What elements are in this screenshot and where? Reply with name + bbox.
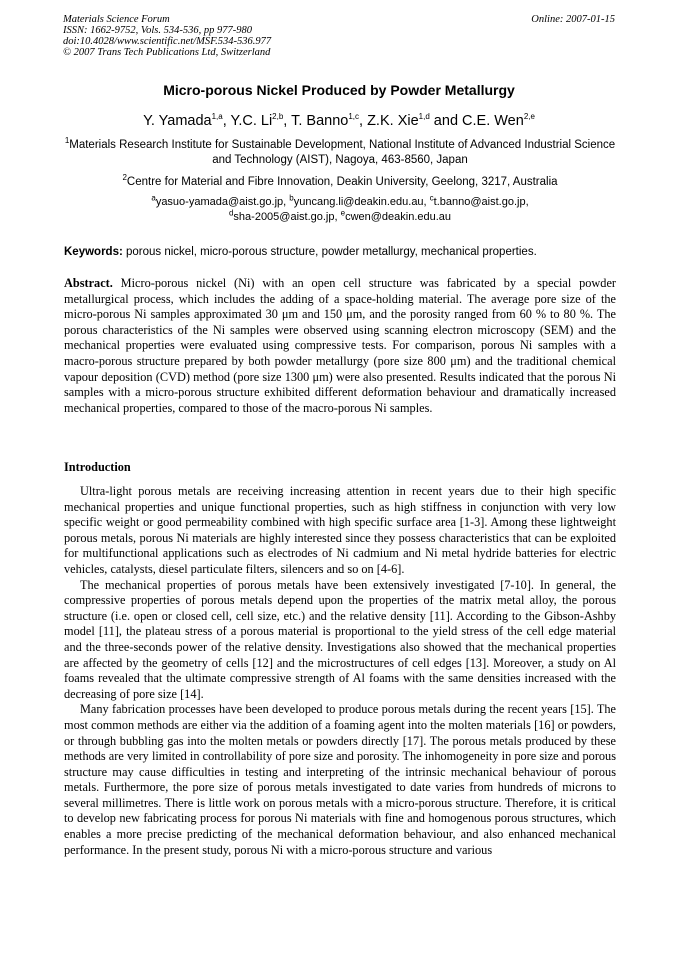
abstract: [64, 276, 616, 416]
copyright-line: © 2007 Trans Tech Publications Ltd, Switzerland: [63, 47, 271, 58]
email-link[interactable]: sha-2005@aist.go.jp,: [233, 211, 341, 223]
author-list: [0, 113, 678, 129]
keywords: [64, 246, 616, 258]
email-link[interactable]: yuncang.li@deakin.edu.au,: [293, 196, 430, 208]
author: Y. Yamada$^{1,a}$,: [143, 112, 231, 129]
paragraph: Ultra-light porous metals are receiving increasing attention in recent years due to their high specific mechanical properties and unique functional properties, such as high stiffness in conjunction with very low specific weight or good permeability combined with high specific surface area [1-3]. Among these lightweight porous metals, porous Ni materials are highly interested since they possess characteristics that can be exploited for multifunctional applications such as electrodes of Ni cadmium and Ni metal hydride batteries for electric vehicles, catalysts, diesel particulate filters, silencers and so on [4-6].: [64, 484, 616, 576]
journal-name: Materials Science Forum: [63, 14, 170, 25]
author: Z.K. Xie$^{1,d}$ and: [367, 112, 463, 129]
paragraph: Many fabrication processes have been developed to produce porous metals during the recent years [15]. The most common methods are either via the addition of a foaming agent into the molten materials [16] or powders, or through bubbling gas into the molten metals or powders directly [17]. The porous metals produced by these methods are very limited in controllability of pore size and porosity. The inhomogeneity in pore size and porous structure may cause difficulties in testing and interpreting of the intrinsic mechanical behaviour of porous metals. Furthermore, the pore size of porous metals investigated to date varies from hundreds of microns to several millimetres. There is little work on porous metals with a micro-porous structure. Therefore, it is critical to develop new fabricating process for porous Ni materials with fine and homogenous porous structures, which enables a more precise predicting of the mechanical deformation behaviour, and also enhanced mechanical performance. In the present study, porous Ni with a micro-porous structure and various: [64, 702, 616, 857]
email-link[interactable]: t.banno@aist.go.jp,: [433, 196, 529, 208]
author-emails: $^a$yasuo-yamada@aist.go.jp, $^b$yuncang.li@deakin.edu.au, $^c$t.banno@aist.go.jp, $^d$sha-2005@aist.go.jp, $^e$cwen@deakin.edu.au: [151, 193, 529, 223]
abstract-label: Abstract.: [64, 276, 113, 290]
issn-line: ISSN: 1662-9752, Vols. 534-536, pp 977-980: [63, 25, 252, 36]
journal-header: [63, 14, 615, 58]
keywords-label: Keywords:: [64, 246, 123, 258]
author: Y.C. Li$^{2,b}$,: [230, 112, 292, 129]
paragraph: The mechanical properties of porous metals have been extensively investigated [7-10]. In general, the compressive properties of porous metals depend upon the properties of the matrix metal alloy, the porous structure (i.e. open or closed cell, cell size, etc.) and the relative density [11]. According to the Gibson-Ashby model [11], the plateau stress of a porous material is proportional to the yield stress of the cell edge material and the three-seconds power of the relative density. Investigations also showed that the mechanical properties are affected by the geometry of cells [12] and the microstructures of cell edges [13]. Moreover, a study on Al foams revealed that the ultimate compressive strength of Al foams with the same densities increased with the decreasing of pore size [14].: [64, 577, 616, 701]
online-date: Online: 2007-01-15: [531, 14, 615, 25]
doi-line: doi:10.4028/www.scientific.net/MSF.534-536.977: [63, 36, 272, 47]
affiliation-2: $^2$Centre for Material and Fibre Innovation, Deakin University, Geelong, 3217, Australia: [122, 173, 558, 188]
paper-title: Micro-porous Nickel Produced by Powder Metallurgy: [163, 82, 515, 98]
author: T. Banno$^{1,c}$,: [291, 112, 368, 129]
abstract-text: Micro-porous nickel (Ni) with an open cell structure was fabricated by a special powder metallurgical process, which includes the adding of a space-holding material. The average pore size of the micro-porous Ni samples approximated 30 μm and 150 μm, and the porosity ranged from 60 % to 80 %. The porous characteristics of the Ni samples were observed using scanning electron microscopy (SEM) and the mechanical properties were evaluated using compressive tests. For comparison, porous Ni samples with a macro-porous structure prepared by both powder metallurgy (pore size 800 μm) and the traditional chemical vapour deposition (CVD) method (pore size 1300 μm) were also presented. Results indicated that the porous Ni samples with a micro-porous structure exhibited different deformation behaviour and dramatically increased mechanical properties, compared to those of the macro-porous Ni samples.: [64, 276, 616, 415]
email-link[interactable]: yasuo-yamada@aist.go.jp,: [155, 196, 290, 208]
email-link[interactable]: cwen@deakin.edu.au: [345, 211, 452, 223]
section-heading: Introduction: [64, 460, 131, 474]
author: C.E. Wen$^{2,e}$: [462, 112, 535, 129]
affiliation-1: $^1$Materials Research Institute for Sustainable Development, National Institute of Advanced Industrial Science and Technology (AIST), Nagoya, 463-8560, Japan: [64, 136, 616, 166]
keywords-text: porous nickel, micro-porous structure, powder metallurgy, mechanical properties.: [122, 246, 537, 258]
introduction-body: [64, 484, 616, 858]
